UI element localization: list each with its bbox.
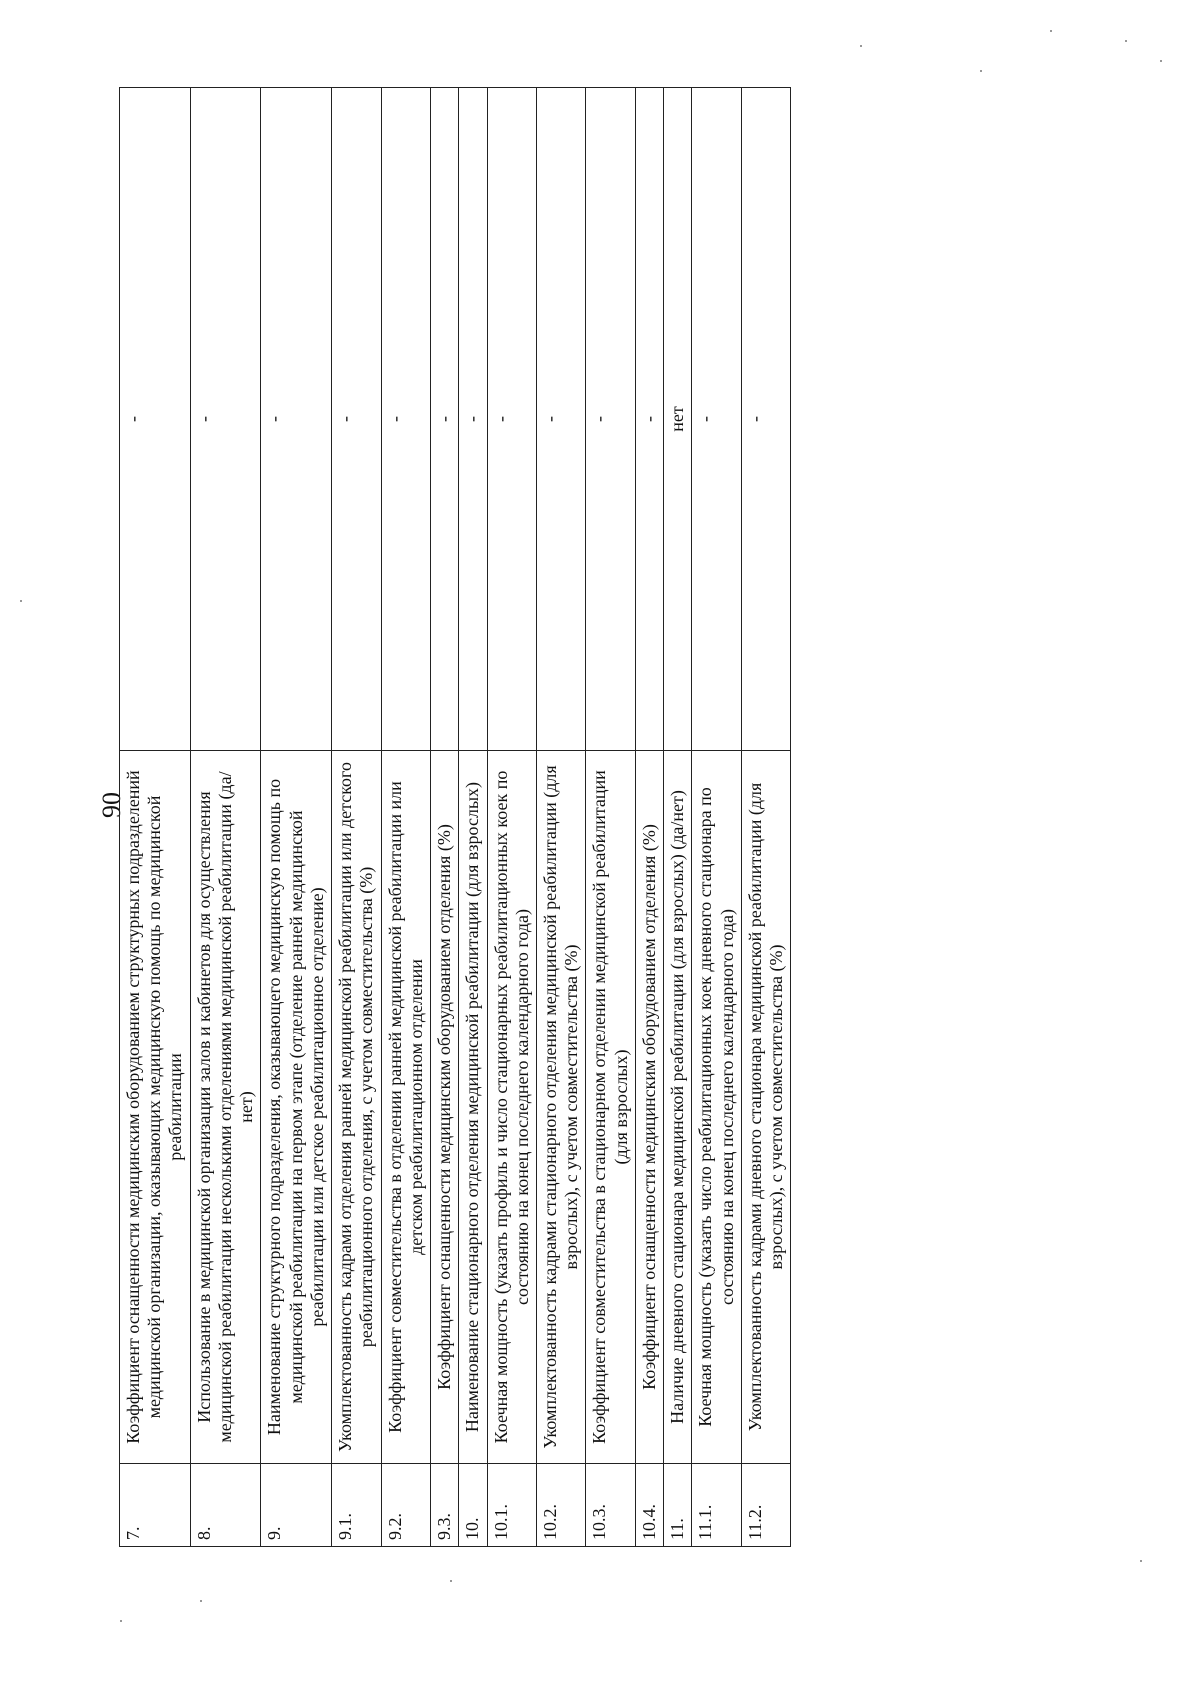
row-value: - <box>487 88 536 751</box>
row-name: Наименование стационарного отделения медицинской реабилитации (для взрослых) <box>459 751 487 1464</box>
scan-speck <box>1050 30 1052 32</box>
row-value: - <box>741 88 790 751</box>
row-number: 10. <box>459 1464 487 1547</box>
row-number: 8. <box>190 1464 261 1547</box>
row-name: Использование в медицинской организации залов и кабинетов для осуществления медицинской реабилитации несколькими отделениями медицинской реабилитации (да/нет) <box>190 751 261 1464</box>
row-number: 10.1. <box>487 1464 536 1547</box>
rotated-table-container <box>119 127 1099 1547</box>
row-value: - <box>536 88 585 751</box>
row-name: Наименование структурного подразделения, оказывающего медицинскую помощь по медицинской реабилитации на первом этапе (отделение ранней медицинской реабилитации или детское реабилитационное отделение) <box>261 751 332 1464</box>
row-value: - <box>381 88 430 751</box>
row-number: 10.2. <box>536 1464 585 1547</box>
table-row <box>431 88 459 1547</box>
table-row <box>586 88 635 1547</box>
table-row <box>381 88 430 1547</box>
row-name: Коэффициент оснащенности медицинским оборудованием отделения (%) <box>635 751 663 1464</box>
row-number: 9.2. <box>381 1464 430 1547</box>
table-row <box>536 88 585 1547</box>
scan-speck <box>1125 40 1127 42</box>
row-number: 10.3. <box>586 1464 635 1547</box>
row-number: 7. <box>120 1464 191 1547</box>
row-number: 9.1. <box>332 1464 381 1547</box>
scan-speck <box>860 45 862 47</box>
table-row <box>332 88 381 1547</box>
row-name: Укомплектованность кадрами дневного стационара медицинской реабилитации (для взрослых), с учетом совместительства (%) <box>741 751 790 1464</box>
row-number: 11.2. <box>741 1464 790 1547</box>
table-row <box>261 88 332 1547</box>
row-number: 10.4. <box>635 1464 663 1547</box>
row-value: - <box>635 88 663 751</box>
row-value: - <box>261 88 332 751</box>
row-number: 11. <box>664 1464 692 1547</box>
row-value: нет <box>664 88 692 751</box>
table-row <box>692 88 741 1547</box>
criteria-table <box>119 87 791 1547</box>
scan-speck <box>1140 1560 1142 1562</box>
scan-speck <box>1160 60 1162 62</box>
row-value: - <box>332 88 381 751</box>
row-name: Коэффициент оснащенности медицинским оборудованием структурных подразделений медицинской организации, оказывающих медицинскую помощь по медицинской реабилитации <box>120 751 191 1464</box>
row-number: 9. <box>261 1464 332 1547</box>
row-name: Укомплектованность кадрами отделения ранней медицинской реабилитации или детского реабилитационного отделения, с учетом совместительства (%) <box>332 751 381 1464</box>
row-name: Укомплектованность кадрами стационарного отделения медицинской реабилитации (для взрослых), с учетом совместительства (%) <box>536 751 585 1464</box>
row-value: - <box>431 88 459 751</box>
scan-speck <box>450 1580 452 1582</box>
row-value: - <box>586 88 635 751</box>
table-row <box>635 88 663 1547</box>
table-row <box>190 88 261 1547</box>
row-value: - <box>120 88 191 751</box>
table-row <box>487 88 536 1547</box>
row-name: Коечная мощность (указать число реабилитационных коек дневного стационара по состоянию на конец последнего календарного года) <box>692 751 741 1464</box>
row-name: Наличие дневного стационара медицинской реабилитации (для взрослых) (да/нет) <box>664 751 692 1464</box>
table-row <box>664 88 692 1547</box>
scan-speck <box>20 600 22 602</box>
table-row <box>741 88 790 1547</box>
table-row <box>120 88 191 1547</box>
scan-speck <box>120 1620 122 1622</box>
page-number: 90 <box>97 792 126 818</box>
row-name: Коэффициент совместительства в стационарном отделении медицинской реабилитации (для взрослых) <box>586 751 635 1464</box>
table-row <box>459 88 487 1547</box>
row-number: 9.3. <box>431 1464 459 1547</box>
row-name: Коечная мощность (указать профиль и число стационарных реабилитационных коек по состоянию на конец последнего календарного года) <box>487 751 536 1464</box>
row-value: - <box>692 88 741 751</box>
row-name: Коэффициент оснащенности медицинским оборудованием отделения (%) <box>431 751 459 1464</box>
row-number: 11.1. <box>692 1464 741 1547</box>
row-value: - <box>459 88 487 751</box>
row-value: - <box>190 88 261 751</box>
scan-speck <box>980 70 982 72</box>
row-name: Коэффициент совместительства в отделении ранней медицинской реабилитации или детском реабилитационном отделении <box>381 751 430 1464</box>
scan-speck <box>200 1600 202 1602</box>
